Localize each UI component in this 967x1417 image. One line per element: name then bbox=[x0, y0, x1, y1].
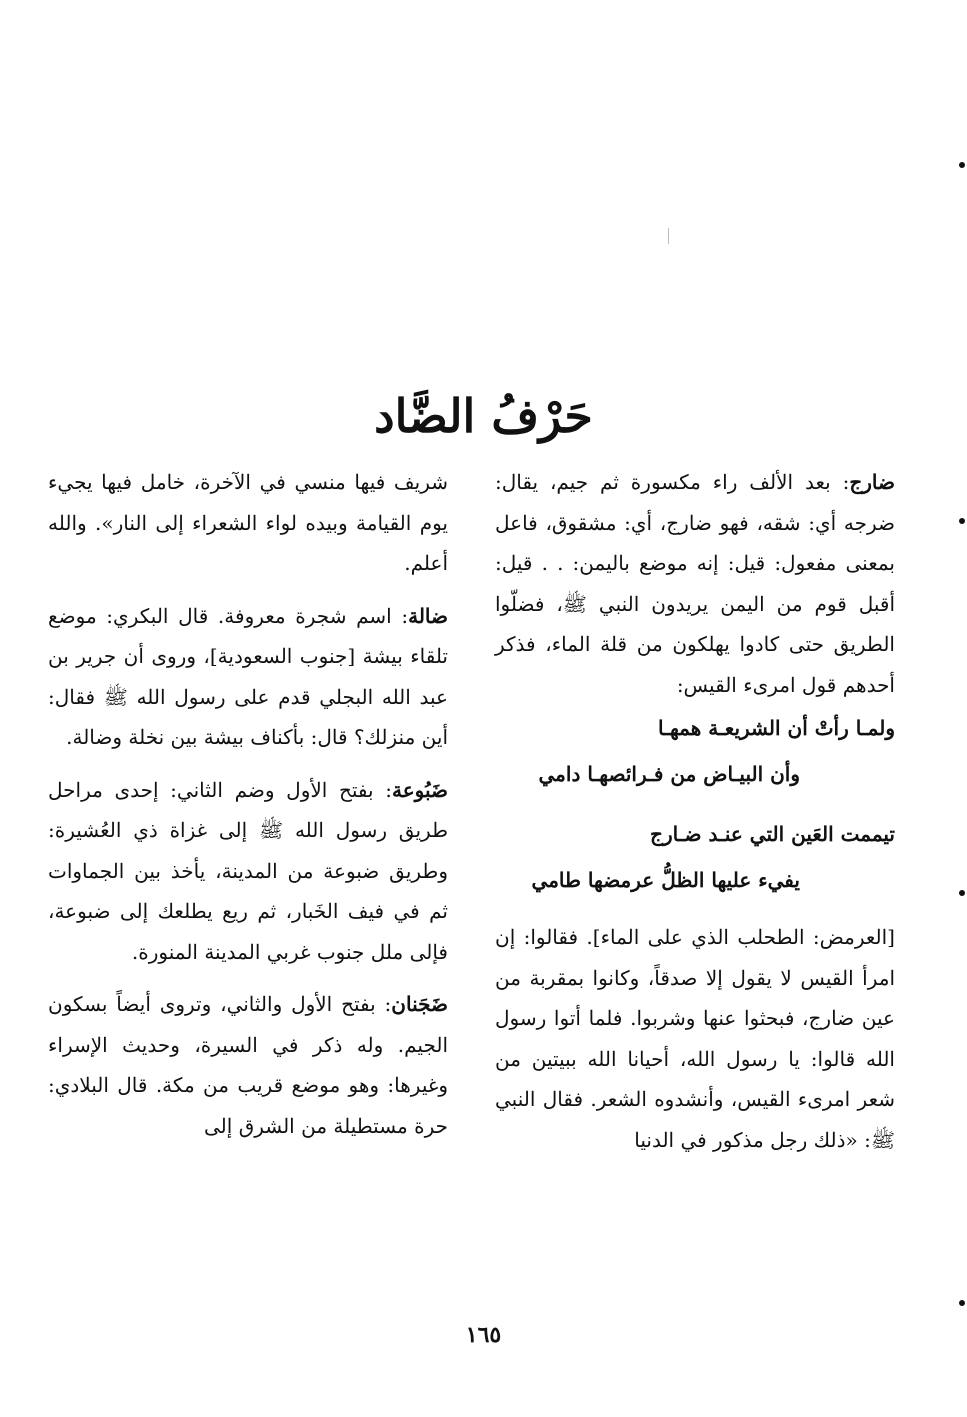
right-column bbox=[495, 462, 895, 1160]
scan-mark bbox=[668, 228, 672, 244]
edge-dot bbox=[959, 518, 965, 524]
definition: : بعد الألف راء مكسورة ثم جيم، يقال: ضرجه أي: شقه، فهو ضارج، أي: مشقوق، فاعل بمعنى مفعول: قيل: إنه موضع باليمن: . . قيل: أقبل قوم من اليمن يريدون النبي ﷺ، فضلّوا الطريق حتى كادوا يهلكون من قلة الماء، فذكر أحدهم قول امرىء القيس: bbox=[495, 470, 895, 697]
verse-line: ولمـا رأتْ أن الشريعـة همهـا bbox=[657, 716, 895, 740]
headword: ضالة bbox=[408, 603, 448, 628]
edge-dot bbox=[959, 162, 965, 168]
headword: ضارج bbox=[849, 470, 895, 494]
entry-text bbox=[48, 984, 448, 1146]
page-number: ١٦٥ bbox=[465, 1322, 502, 1348]
entry-text: [العرمض: الطحلب الذي على الماء]. فقالوا: إن امرأ القيس لا يقول إلا صدقاً، وكانوا بمقربة من عين ضارج، فبحثوا عنها وشربوا. فلما أتوا رسول الله قالوا: يا رسول الله، أحيانا الله ببيتين من شعر امرىء القيس، وأنشدوه الشعر. فقال النبي ﷺ: «ذلك رجل مذكور في الدنيا bbox=[495, 925, 895, 1152]
entry-dajnan bbox=[48, 984, 448, 1146]
entry-text bbox=[48, 596, 448, 758]
headword: ضَجَنان bbox=[391, 992, 448, 1016]
entry-continuation bbox=[48, 462, 448, 584]
page-title: حَرْفُ الضَّاد bbox=[374, 388, 593, 443]
verse-block bbox=[495, 705, 895, 917]
verse-line: وأن البيـاض من فـرائصهـا دامي bbox=[538, 762, 800, 786]
headword: ضَبُوعة bbox=[391, 777, 448, 802]
definition: : بفتح الأول والثاني، وتروى أيضاً بسكون الجيم. وله ذكر في السيرة، وحديث الإسراء وغيرها: وهو موضع قريب من مكة. قال البلادي: حرة مستطيلة من الشرق إلى bbox=[48, 992, 448, 1138]
edge-dot bbox=[959, 890, 965, 896]
edge-dot bbox=[959, 1300, 965, 1306]
entry-text bbox=[495, 462, 895, 705]
entry-darij bbox=[495, 462, 895, 1160]
definition: : اسم شجرة معروفة. قال البكري: موضع تلقاء بيشة [جنوب السعودية]، وروى أن جرير بن عبد الله البجلي قدم على رسول الله ﷺ فقال: أين منزلك؟ قال: بأكناف بيشة بين نخلة وضالة. bbox=[48, 603, 448, 749]
entry-dabua bbox=[48, 770, 448, 973]
verse-line: تيممت العَين التي عنـد ضـارج bbox=[650, 822, 895, 846]
verse-line: يفيء عليها الظلُّ عرمضها طامي bbox=[531, 868, 800, 892]
definition: : بفتح الأول وضم الثاني: إحدى مراحل طريق رسول الله ﷺ إلى غزاة ذي العُشيرة: وطريق ضبوعة من المدينة، يأخذ بين الجماوات ثم في فيف الخَبار، ثم ريع يطلعك إلى ضبوعة، فإلى ملل جنوب غربي المدينة المنورة. bbox=[48, 777, 448, 964]
entry-dala bbox=[48, 596, 448, 758]
entry-text: شريف فيها منسي في الآخرة، خامل فيها يجيء يوم القيامة وبيده لواء الشعراء إلى النار». والله أعلم. bbox=[48, 470, 448, 575]
left-column bbox=[48, 462, 448, 1146]
entry-text bbox=[48, 770, 448, 973]
